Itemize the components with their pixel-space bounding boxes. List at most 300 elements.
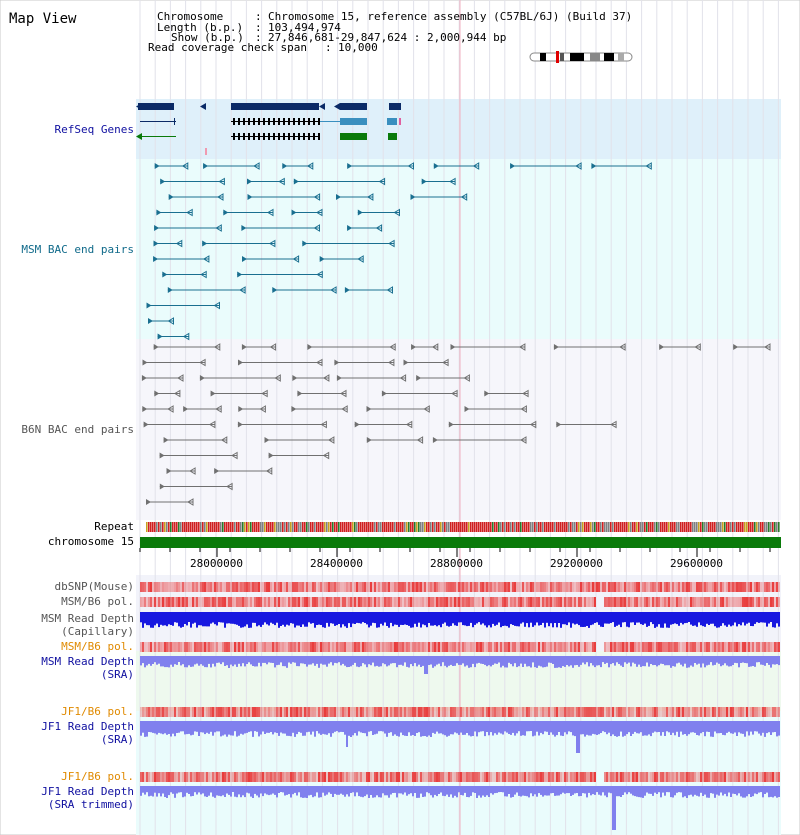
depth-bar: [656, 721, 658, 732]
track-label-msm-b6-pol[interactable]: MSM/B6 pol.: [61, 595, 134, 608]
depth-bar: [158, 786, 160, 793]
depth-bar: [204, 721, 206, 734]
polymorphism-cell: [760, 597, 762, 607]
repeat-element: [384, 522, 386, 532]
repeat-element: [326, 522, 328, 532]
depth-bar: [596, 656, 598, 666]
depth-bar: [428, 721, 430, 736]
polymorphism-cell: [298, 772, 300, 782]
depth-bar: [728, 656, 730, 667]
polymorphism-cell: [612, 582, 614, 592]
polymorphism-cell: [756, 642, 758, 652]
depth-bar: [736, 721, 738, 736]
depth-bar: [174, 786, 176, 798]
polymorphism-cell: [738, 707, 740, 717]
depth-bar: [354, 612, 356, 624]
polymorphism-cell: [360, 772, 362, 782]
polymorphism-cell: [628, 642, 630, 652]
polymorphism-cell: [748, 642, 750, 652]
polymorphism-cell: [204, 582, 206, 592]
polymorphism-cell: [204, 642, 206, 652]
repeat-element: [344, 522, 346, 532]
depth-bar: [766, 656, 768, 663]
depth-bar: [548, 612, 550, 626]
track-label-jf1-depth-trimmed[interactable]: JF1 Read Depth: [41, 785, 134, 798]
depth-bar: [616, 656, 618, 662]
polymorphism-cell: [554, 772, 556, 782]
polymorphism-cell: [304, 772, 306, 782]
polymorphism-cell: [668, 707, 670, 717]
polymorphism-cell: [638, 582, 640, 592]
polymorphism-cell: [424, 582, 426, 592]
depth-bar: [322, 612, 324, 627]
depth-bar: [360, 612, 362, 624]
polymorphism-cell: [604, 707, 606, 717]
depth-bar: [252, 721, 254, 737]
polymorphism-cell: [330, 597, 332, 607]
depth-bar: [476, 786, 478, 798]
polymorphism-cell: [162, 597, 164, 607]
repeat-element: [622, 522, 624, 532]
depth-bar: [446, 612, 448, 626]
polymorphism-cell: [754, 642, 756, 652]
repeat-element: [296, 522, 298, 532]
polymorphism-cell: [370, 642, 372, 652]
polymorphism-cell: [524, 642, 526, 652]
depth-bar: [284, 721, 286, 734]
depth-bar: [524, 786, 526, 796]
depth-bar: [736, 656, 738, 663]
polymorphism-cell: [344, 597, 346, 607]
depth-bar: [240, 612, 242, 628]
depth-bar: [434, 656, 436, 666]
repeat-track[interactable]: [146, 522, 780, 532]
polymorphism-cell: [668, 582, 670, 592]
polymorphism-cell: [648, 707, 650, 717]
depth-bar: [330, 656, 332, 662]
polymorphism-cell: [558, 597, 560, 607]
polymorphism-cell: [378, 597, 380, 607]
track-label-jf1-b6-pol[interactable]: JF1/B6 pol.: [61, 705, 134, 718]
track-label-repeat[interactable]: Repeat: [94, 520, 134, 533]
polymorphism-cell: [770, 642, 772, 652]
depth-bar: [536, 786, 538, 797]
polymorphism-cell: [650, 597, 652, 607]
polymorphism-cell: [542, 772, 544, 782]
polymorphism-cell: [256, 707, 258, 717]
depth-bar: [614, 721, 616, 736]
polymorphism-cell: [660, 582, 662, 592]
polymorphism-cell: [356, 582, 358, 592]
depth-bar: [482, 612, 484, 623]
polymorphism-cell: [606, 707, 608, 717]
polymorphism-cell: [374, 582, 376, 592]
polymorphism-cell: [310, 642, 312, 652]
repeat-element: [228, 522, 230, 532]
depth-bar: [300, 612, 302, 627]
gene-exon: [293, 118, 295, 125]
depth-bar: [590, 612, 592, 625]
depth-bar: [408, 612, 410, 626]
polymorphism-cell: [666, 582, 668, 592]
polymorphism-cell: [288, 597, 290, 607]
depth-bar: [322, 786, 324, 793]
depth-bar: [676, 612, 678, 624]
repeat-element: [266, 522, 268, 532]
polymorphism-cell: [342, 597, 344, 607]
polymorphism-cell: [602, 707, 604, 717]
polymorphism-cell: [466, 707, 468, 717]
depth-bar: [582, 786, 584, 793]
polymorphism-cell: [622, 772, 624, 782]
polymorphism-cell: [474, 597, 476, 607]
depth-bar: [470, 656, 472, 667]
track-label-msm-b6-pol-2[interactable]: MSM/B6 pol.: [61, 640, 134, 653]
depth-bar: [230, 612, 232, 624]
polymorphism-cell: [144, 597, 146, 607]
polymorphism-cell: [576, 597, 578, 607]
depth-bar: [666, 656, 668, 665]
polymorphism-cell: [456, 642, 458, 652]
repeat-element: [614, 522, 616, 532]
polymorphism-cell: [214, 642, 216, 652]
polymorphism-cell: [714, 707, 716, 717]
depth-bar: [584, 656, 586, 664]
depth-bar: [454, 786, 456, 796]
polymorphism-cell: [492, 597, 494, 607]
repeat-element: [398, 522, 400, 532]
repeat-element: [584, 522, 586, 532]
depth-bar: [326, 612, 328, 623]
polymorphism-cell: [646, 597, 648, 607]
polymorphism-cell: [656, 582, 658, 592]
depth-bar: [512, 721, 514, 733]
polymorphism-cell: [634, 642, 636, 652]
depth-bar: [514, 786, 516, 795]
depth-bar: [382, 612, 384, 626]
track-label-refseq[interactable]: RefSeq Genes: [54, 123, 134, 136]
repeat-element: [486, 522, 488, 532]
depth-bar: [578, 656, 580, 667]
gene-exon: [298, 118, 300, 125]
gene-exon: [253, 133, 255, 140]
repeat-element: [724, 522, 726, 532]
polymorphism-cell: [190, 642, 192, 652]
polymorphism-cell: [714, 582, 716, 592]
polymorphism-cell: [280, 582, 282, 592]
polymorphism-cell: [510, 642, 512, 652]
polymorphism-cell: [238, 707, 240, 717]
polymorphism-cell: [778, 597, 780, 607]
depth-bar: [456, 721, 458, 733]
depth-bar: [280, 721, 282, 733]
repeat-element: [676, 522, 678, 532]
polymorphism-cell: [202, 597, 204, 607]
depth-bar: [738, 656, 740, 667]
track-label-msm-depth-capillary[interactable]: MSM Read Depth: [41, 612, 134, 625]
polymorphism-cell: [660, 597, 662, 607]
depth-bar: [626, 612, 628, 627]
polymorphism-cell: [586, 707, 588, 717]
depth-bar: [196, 612, 198, 628]
polymorphism-cell: [678, 582, 680, 592]
depth-bar: [562, 786, 564, 793]
polymorphism-cell: [632, 597, 634, 607]
repeat-element: [286, 522, 288, 532]
polymorphism-cell: [594, 707, 596, 717]
polymorphism-cell: [724, 642, 726, 652]
polymorphism-cell: [324, 642, 326, 652]
polymorphism-cell: [696, 597, 698, 607]
polymorphism-cell: [756, 772, 758, 782]
polymorphism-cell: [666, 642, 668, 652]
depth-bar: [518, 721, 520, 731]
polymorphism-cell: [618, 772, 620, 782]
polymorphism-cell: [214, 597, 216, 607]
polymorphism-cell: [468, 597, 470, 607]
polymorphism-cell: [536, 772, 538, 782]
depth-bar: [230, 721, 232, 735]
polymorphism-cell: [626, 772, 628, 782]
depth-bar: [270, 786, 272, 795]
depth-bar: [296, 786, 298, 796]
polymorphism-cell: [152, 597, 154, 607]
depth-bar: [676, 786, 678, 793]
depth-bar: [328, 656, 330, 664]
depth-bar: [734, 656, 736, 663]
track-label-msm-depth-sra[interactable]: MSM Read Depth: [41, 655, 134, 668]
polymorphism-cell: [424, 707, 426, 717]
track-label-b6n-bac[interactable]: B6N BAC end pairs: [21, 423, 134, 436]
polymorphism-cell: [614, 772, 616, 782]
repeat-element: [378, 522, 380, 532]
track-label-msm-bac[interactable]: MSM BAC end pairs: [21, 243, 134, 256]
polymorphism-cell: [478, 707, 480, 717]
polymorphism-cell: [630, 642, 632, 652]
polymorphism-cell: [302, 597, 304, 607]
depth-bar: [748, 721, 750, 736]
depth-bar: [666, 612, 668, 628]
polymorphism-cell: [484, 582, 486, 592]
gene-exon: [263, 133, 265, 140]
depth-bar: [192, 612, 194, 624]
polymorphism-cell: [270, 642, 272, 652]
track-label-jf1-b6-pol-2[interactable]: JF1/B6 pol.: [61, 770, 134, 783]
depth-bar: [608, 786, 610, 793]
track-label-jf1-depth-sra[interactable]: JF1 Read Depth: [41, 720, 134, 733]
depth-bar: [392, 786, 394, 793]
depth-bar: [402, 721, 404, 735]
polymorphism-cell: [414, 707, 416, 717]
chromosome-ideogram[interactable]: [530, 51, 632, 63]
repeat-element: [650, 522, 652, 532]
depth-bar: [674, 721, 676, 735]
depth-bar: [462, 656, 464, 663]
polymorphism-cell: [608, 772, 610, 782]
depth-bar: [354, 786, 356, 796]
depth-bar: [238, 786, 240, 794]
polymorphism-cell: [382, 597, 384, 607]
polymorphism-cell: [676, 642, 678, 652]
depth-bar: [466, 786, 468, 797]
polymorphism-cell: [594, 597, 596, 607]
depth-bar: [778, 656, 780, 665]
depth-bar: [248, 612, 250, 628]
depth-bar: [250, 786, 252, 797]
polymorphism-cell: [410, 597, 412, 607]
depth-bar: [148, 786, 150, 796]
depth-bar: [420, 786, 422, 794]
depth-bar: [280, 612, 282, 626]
polymorphism-cell: [302, 582, 304, 592]
polymorphism-cell: [158, 597, 160, 607]
depth-bar: [160, 656, 162, 666]
depth-bar: [534, 612, 536, 625]
polymorphism-cell: [406, 582, 408, 592]
track-label-msm-sra-suffix: (SRA): [100, 668, 134, 681]
polymorphism-cell: [526, 707, 528, 717]
polymorphism-cell: [688, 597, 690, 607]
polymorphism-cell: [216, 582, 218, 592]
polymorphism-cell: [702, 597, 704, 607]
depth-bar: [444, 786, 446, 796]
polymorphism-cell: [456, 772, 458, 782]
polymorphism-cell: [246, 772, 248, 782]
depth-bar: [542, 612, 544, 623]
repeat-element: [482, 522, 484, 532]
depth-bar: [276, 656, 278, 665]
polymorphism-cell: [760, 642, 762, 652]
polymorphism-cell: [636, 597, 638, 607]
gene-block: [231, 103, 319, 110]
depth-bar: [680, 786, 682, 792]
depth-bar: [482, 786, 484, 796]
depth-bar: [560, 656, 562, 668]
polymorphism-cell: [606, 642, 608, 652]
depth-bar: [354, 656, 356, 663]
depth-bar: [570, 721, 572, 732]
repeat-element: [762, 522, 764, 532]
track-label-dbsnp[interactable]: dbSNP(Mouse): [54, 580, 134, 593]
polymorphism-cell: [724, 582, 726, 592]
polymorphism-cell: [144, 707, 146, 717]
depth-bar: [730, 721, 732, 733]
depth-bar: [348, 721, 350, 736]
polymorphism-cell: [270, 597, 272, 607]
polymorphism-cell: [710, 582, 712, 592]
polymorphism-cell: [486, 597, 488, 607]
depth-bar: [612, 656, 614, 663]
polymorphism-cell: [412, 707, 414, 717]
polymorphism-cell: [264, 582, 266, 592]
polymorphism-cell: [522, 772, 524, 782]
repeat-element: [558, 522, 560, 532]
repeat-element: [670, 522, 672, 532]
depth-bar: [490, 656, 492, 666]
polymorphism-cell: [398, 582, 400, 592]
polymorphism-cell: [722, 707, 724, 717]
polymorphism-cell: [508, 707, 510, 717]
polymorphism-cell: [512, 707, 514, 717]
depth-bar: [602, 786, 604, 792]
polymorphism-cell: [358, 772, 360, 782]
polymorphism-cell: [262, 597, 264, 607]
depth-bar: [480, 656, 482, 664]
depth-bar: [384, 612, 386, 623]
polymorphism-cell: [656, 772, 658, 782]
polymorphism-cell: [684, 707, 686, 717]
polymorphism-cell: [182, 582, 184, 592]
polymorphism-cell: [582, 707, 584, 717]
polymorphism-cell: [152, 707, 154, 717]
polymorphism-cell: [446, 707, 448, 717]
repeat-element: [574, 522, 576, 532]
polymorphism-cell: [312, 582, 314, 592]
polymorphism-cell: [584, 642, 586, 652]
depth-bar: [252, 612, 254, 623]
repeat-element: [666, 522, 668, 532]
depth-bar: [704, 612, 706, 627]
polymorphism-cell: [670, 582, 672, 592]
polymorphism-cell: [472, 582, 474, 592]
polymorphism-cell: [372, 582, 374, 592]
polymorphism-cell: [524, 582, 526, 592]
polymorphism-cell: [648, 642, 650, 652]
repeat-element: [642, 522, 644, 532]
polymorphism-cell: [316, 642, 318, 652]
polymorphism-cell: [150, 772, 152, 782]
depth-bar: [688, 786, 690, 795]
polymorphism-cell: [334, 642, 336, 652]
depth-bar: [726, 612, 728, 627]
depth-bar: [774, 612, 776, 628]
polymorphism-cell: [706, 642, 708, 652]
polymorphism-cell: [174, 642, 176, 652]
depth-bar: [452, 786, 454, 798]
depth-bar: [332, 786, 334, 797]
depth-bar: [426, 656, 428, 674]
repeat-element: [422, 522, 424, 532]
depth-bar: [620, 721, 622, 732]
polymorphism-cell: [558, 582, 560, 592]
polymorphism-cell: [170, 772, 172, 782]
polymorphism-cell: [244, 582, 246, 592]
gene-exon: [233, 133, 235, 140]
depth-bar: [442, 721, 444, 734]
polymorphism-cell: [760, 582, 762, 592]
depth-bar: [718, 721, 720, 733]
depth-bar: [714, 721, 716, 732]
polymorphism-cell: [622, 642, 624, 652]
depth-bar: [340, 721, 342, 732]
depth-bar: [594, 721, 596, 734]
polymorphism-cell: [716, 597, 718, 607]
polymorphism-cell: [526, 642, 528, 652]
polymorphism-cell: [420, 707, 422, 717]
polymorphism-cell: [652, 597, 654, 607]
polymorphism-cell: [708, 597, 710, 607]
depth-bar: [600, 656, 602, 667]
depth-bar: [712, 786, 714, 794]
repeat-element: [388, 522, 390, 532]
polymorphism-cell: [240, 707, 242, 717]
depth-bar: [628, 721, 630, 732]
polymorphism-cell: [286, 642, 288, 652]
polymorphism-cell: [740, 582, 742, 592]
depth-bar: [314, 656, 316, 666]
depth-bar: [180, 786, 182, 792]
depth-bar: [172, 721, 174, 734]
